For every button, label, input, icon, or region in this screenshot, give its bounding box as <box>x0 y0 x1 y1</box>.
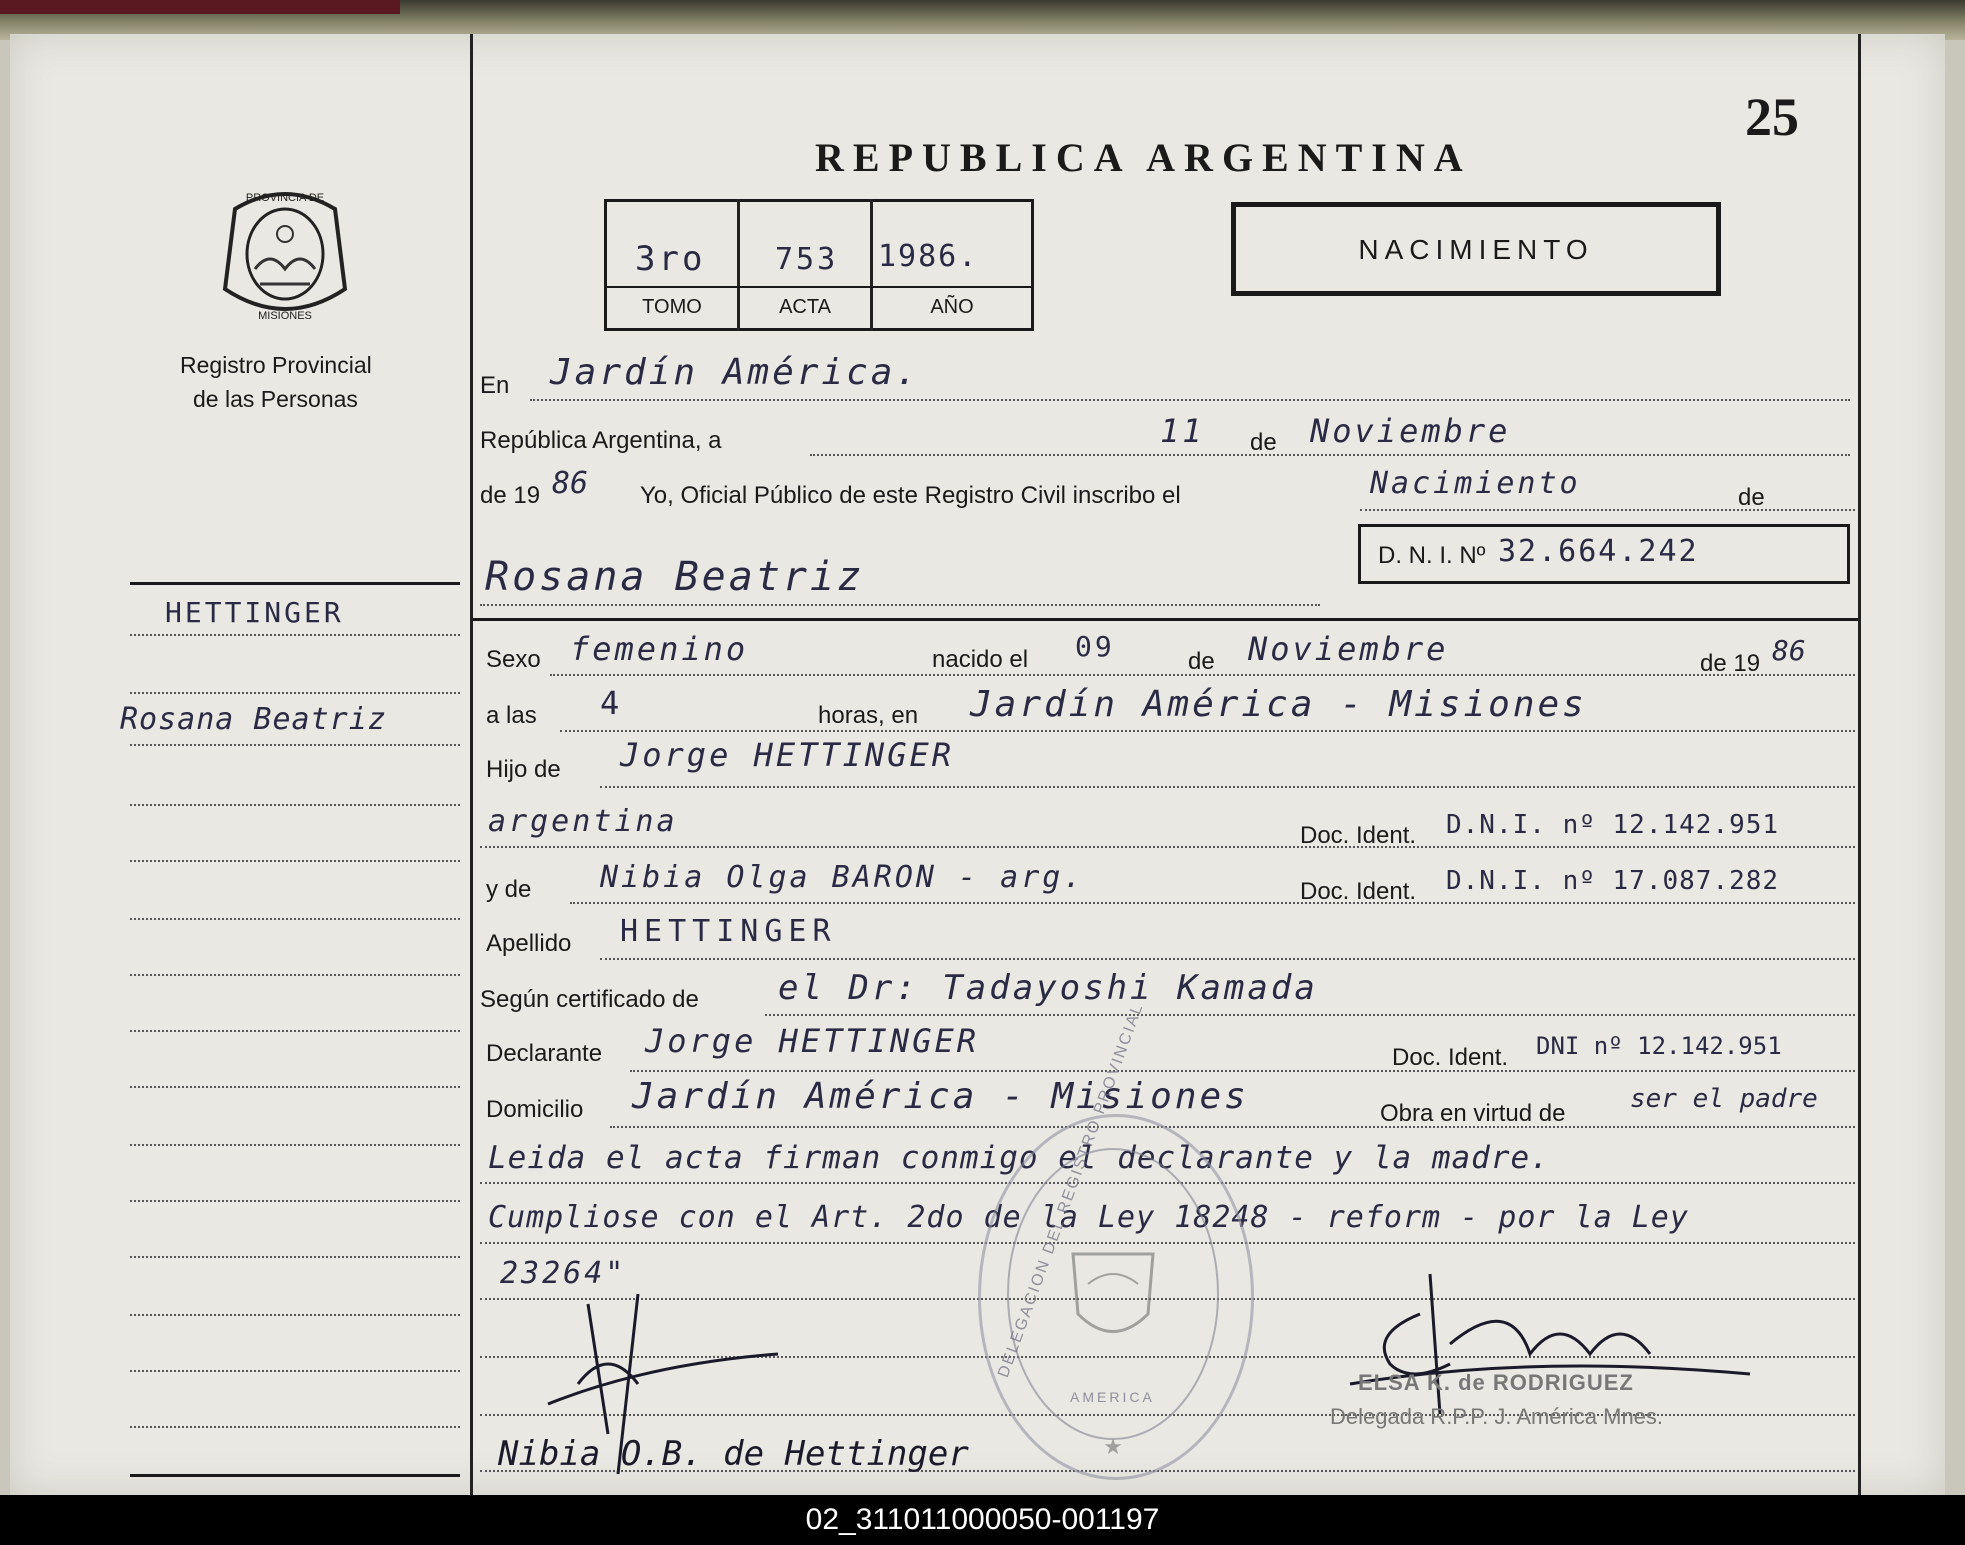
domicilio-value: Jardín América - Misiones <box>632 1076 1249 1117</box>
segun-label: Según certificado de <box>480 986 699 1013</box>
birth-year-value: 86 <box>1772 634 1806 667</box>
declarante-line <box>630 1070 1855 1072</box>
registry-name-line1: Registro Provincial <box>180 352 372 378</box>
dni-label: D. N. I. Nº <box>1378 542 1486 569</box>
day-value: 11 <box>1160 412 1205 450</box>
anio-label: AÑO <box>930 296 974 318</box>
mother-value: Nibia Olga BARON - arg. <box>600 860 1085 895</box>
month-value: Noviembre <box>1310 412 1511 450</box>
declarante-label: Declarante <box>486 1040 603 1067</box>
doc-ident-label-3: Doc. Ident. <box>1392 1044 1509 1071</box>
inscribo-value: Nacimiento <box>1370 466 1581 501</box>
left-signature: Nibia O.B. de Hettinger <box>498 1434 969 1474</box>
apellido-line <box>600 958 1855 960</box>
sidebar-surname: HETTINGER <box>165 596 344 629</box>
province-seal-icon <box>215 179 355 329</box>
alas-label: a las <box>486 702 537 729</box>
horas-label: horas, en <box>818 702 919 729</box>
de-label: de <box>1250 429 1277 456</box>
stamp-text: DELEGACION DEL REGISTRO PROVINCIAL <box>995 1000 1147 1380</box>
hijo-label: Hijo de <box>486 756 561 783</box>
declarante-doc-value: DNI nº 12.142.951 <box>1536 1032 1782 1060</box>
sidebar-line <box>130 744 460 746</box>
sidebar-line <box>130 804 460 806</box>
year-value: 86 <box>552 466 589 501</box>
name-value: Rosana Beatriz <box>485 554 865 600</box>
en-value: Jardín América. <box>550 352 921 393</box>
domicilio-label: Domicilio <box>486 1096 584 1123</box>
notes-line-2: Cumpliose con el Art. 2do de la Ley 18248 - reform - por la Ley <box>488 1200 1689 1235</box>
sidebar-line <box>130 1144 460 1146</box>
sidebar-line <box>130 692 460 694</box>
dni-value: 32.664.242 <box>1498 534 1699 569</box>
obra-value: ser el padre <box>1630 1084 1818 1114</box>
mother-doc-value: D.N.I. nº 17.087.282 <box>1446 866 1780 896</box>
yde-line <box>570 902 1855 904</box>
doc-ident-label: Doc. Ident. <box>1300 822 1417 849</box>
official-name: ELSA K. de RODRIGUEZ <box>1358 1370 1634 1395</box>
seal-text-bottom: MISIONES <box>258 310 312 322</box>
sidebar-line <box>130 634 460 636</box>
de19-label-2: de 19 <box>1700 650 1761 677</box>
anio-value: 1986. <box>878 239 979 274</box>
register-page <box>10 34 1945 1495</box>
sexo-value: femenino <box>570 630 749 668</box>
page-number: 25 <box>1745 87 1799 147</box>
oficial-text: Yo, Oficial Público de este Registro Civil inscribo el <box>640 482 1181 509</box>
birth-day-value: 09 <box>1075 630 1115 663</box>
hour-value: 4 <box>600 684 623 722</box>
sidebar-line <box>130 1086 460 1088</box>
registry-name-line2: de las Personas <box>193 386 358 412</box>
hijo-line <box>600 786 1855 788</box>
name-line <box>480 604 1320 606</box>
birth-place-value: Jardín América - Misiones <box>970 684 1587 725</box>
acta-label: ACTA <box>779 296 831 318</box>
republica-line <box>810 454 1850 456</box>
stamp-emblem-icon <box>978 1114 1248 1474</box>
segun-value: el Dr: Tadayoshi Kamada <box>778 968 1318 1008</box>
sidebar-bottom-rule <box>130 1474 460 1477</box>
sexo-label: Sexo <box>486 646 541 673</box>
official-title: Delegada R.P.P. J. América Mnes. <box>1330 1404 1664 1429</box>
stamp-bottom-text: AMERICA <box>1070 1389 1155 1405</box>
sexo-line <box>550 674 1855 676</box>
sidebar-line <box>130 1030 460 1032</box>
book-cover-red-edge <box>0 0 400 14</box>
image-caption: 02_311011000050-001197 <box>0 1495 1965 1545</box>
notes-line-1: Leida el acta firman conmigo el declarante y la madre. <box>488 1140 1550 1176</box>
apellido-label: Apellido <box>486 930 572 957</box>
tomo-label: TOMO <box>642 296 702 318</box>
sidebar-divider <box>130 582 460 585</box>
sidebar-line <box>130 918 460 920</box>
document-title: REPUBLICA ARGENTINA <box>815 135 1472 180</box>
sidebar-line <box>130 1256 460 1258</box>
de-label-2: de <box>1738 484 1765 511</box>
sidebar-line <box>130 1200 460 1202</box>
father-doc-value: D.N.I. nº 12.142.951 <box>1446 810 1780 840</box>
sidebar-line <box>130 1426 460 1428</box>
birth-month-value: Noviembre <box>1248 630 1449 668</box>
left-column-border <box>470 34 473 1495</box>
obra-label: Obra en virtud de <box>1380 1100 1566 1127</box>
declarante-value: Jorge HETTINGER <box>645 1022 979 1060</box>
svg-text:★: ★ <box>1103 1434 1123 1459</box>
seal-text-top: PROVINCIA DE <box>245 192 325 204</box>
inscribo-line <box>1360 509 1855 511</box>
sidebar-line <box>130 1370 460 1372</box>
sidebar-line <box>130 860 460 862</box>
section-rule <box>473 618 1858 621</box>
doc-ident-label-2: Doc. Ident. <box>1300 878 1417 905</box>
en-line <box>530 399 1850 401</box>
right-margin-border <box>1858 34 1861 1495</box>
alas-line <box>560 730 1855 732</box>
box-inner-rule <box>604 286 1034 288</box>
en-label: En <box>480 372 510 399</box>
notes-line-3: 23264" <box>500 1256 627 1291</box>
segun-line <box>765 1014 1855 1016</box>
tomo-value: 3ro <box>635 239 706 279</box>
apellido-value: HETTINGER <box>620 914 837 949</box>
de-label-3: de <box>1188 648 1215 675</box>
father-nationality-value: argentina <box>488 804 678 839</box>
sidebar-given-names: Rosana Beatriz <box>120 702 387 737</box>
sidebar-line <box>130 1314 460 1316</box>
republica-label: República Argentina, a <box>480 427 722 454</box>
yde-label: y de <box>486 876 532 903</box>
acta-value: 753 <box>775 242 839 277</box>
nacido-label: nacido el <box>932 646 1029 673</box>
act-type-label: NACIMIENTO <box>1358 234 1594 265</box>
nationality-line <box>480 846 1855 848</box>
sidebar-line <box>130 974 460 976</box>
father-value: Jorge HETTINGER <box>620 736 954 774</box>
de19-label: de 19 <box>480 482 541 509</box>
